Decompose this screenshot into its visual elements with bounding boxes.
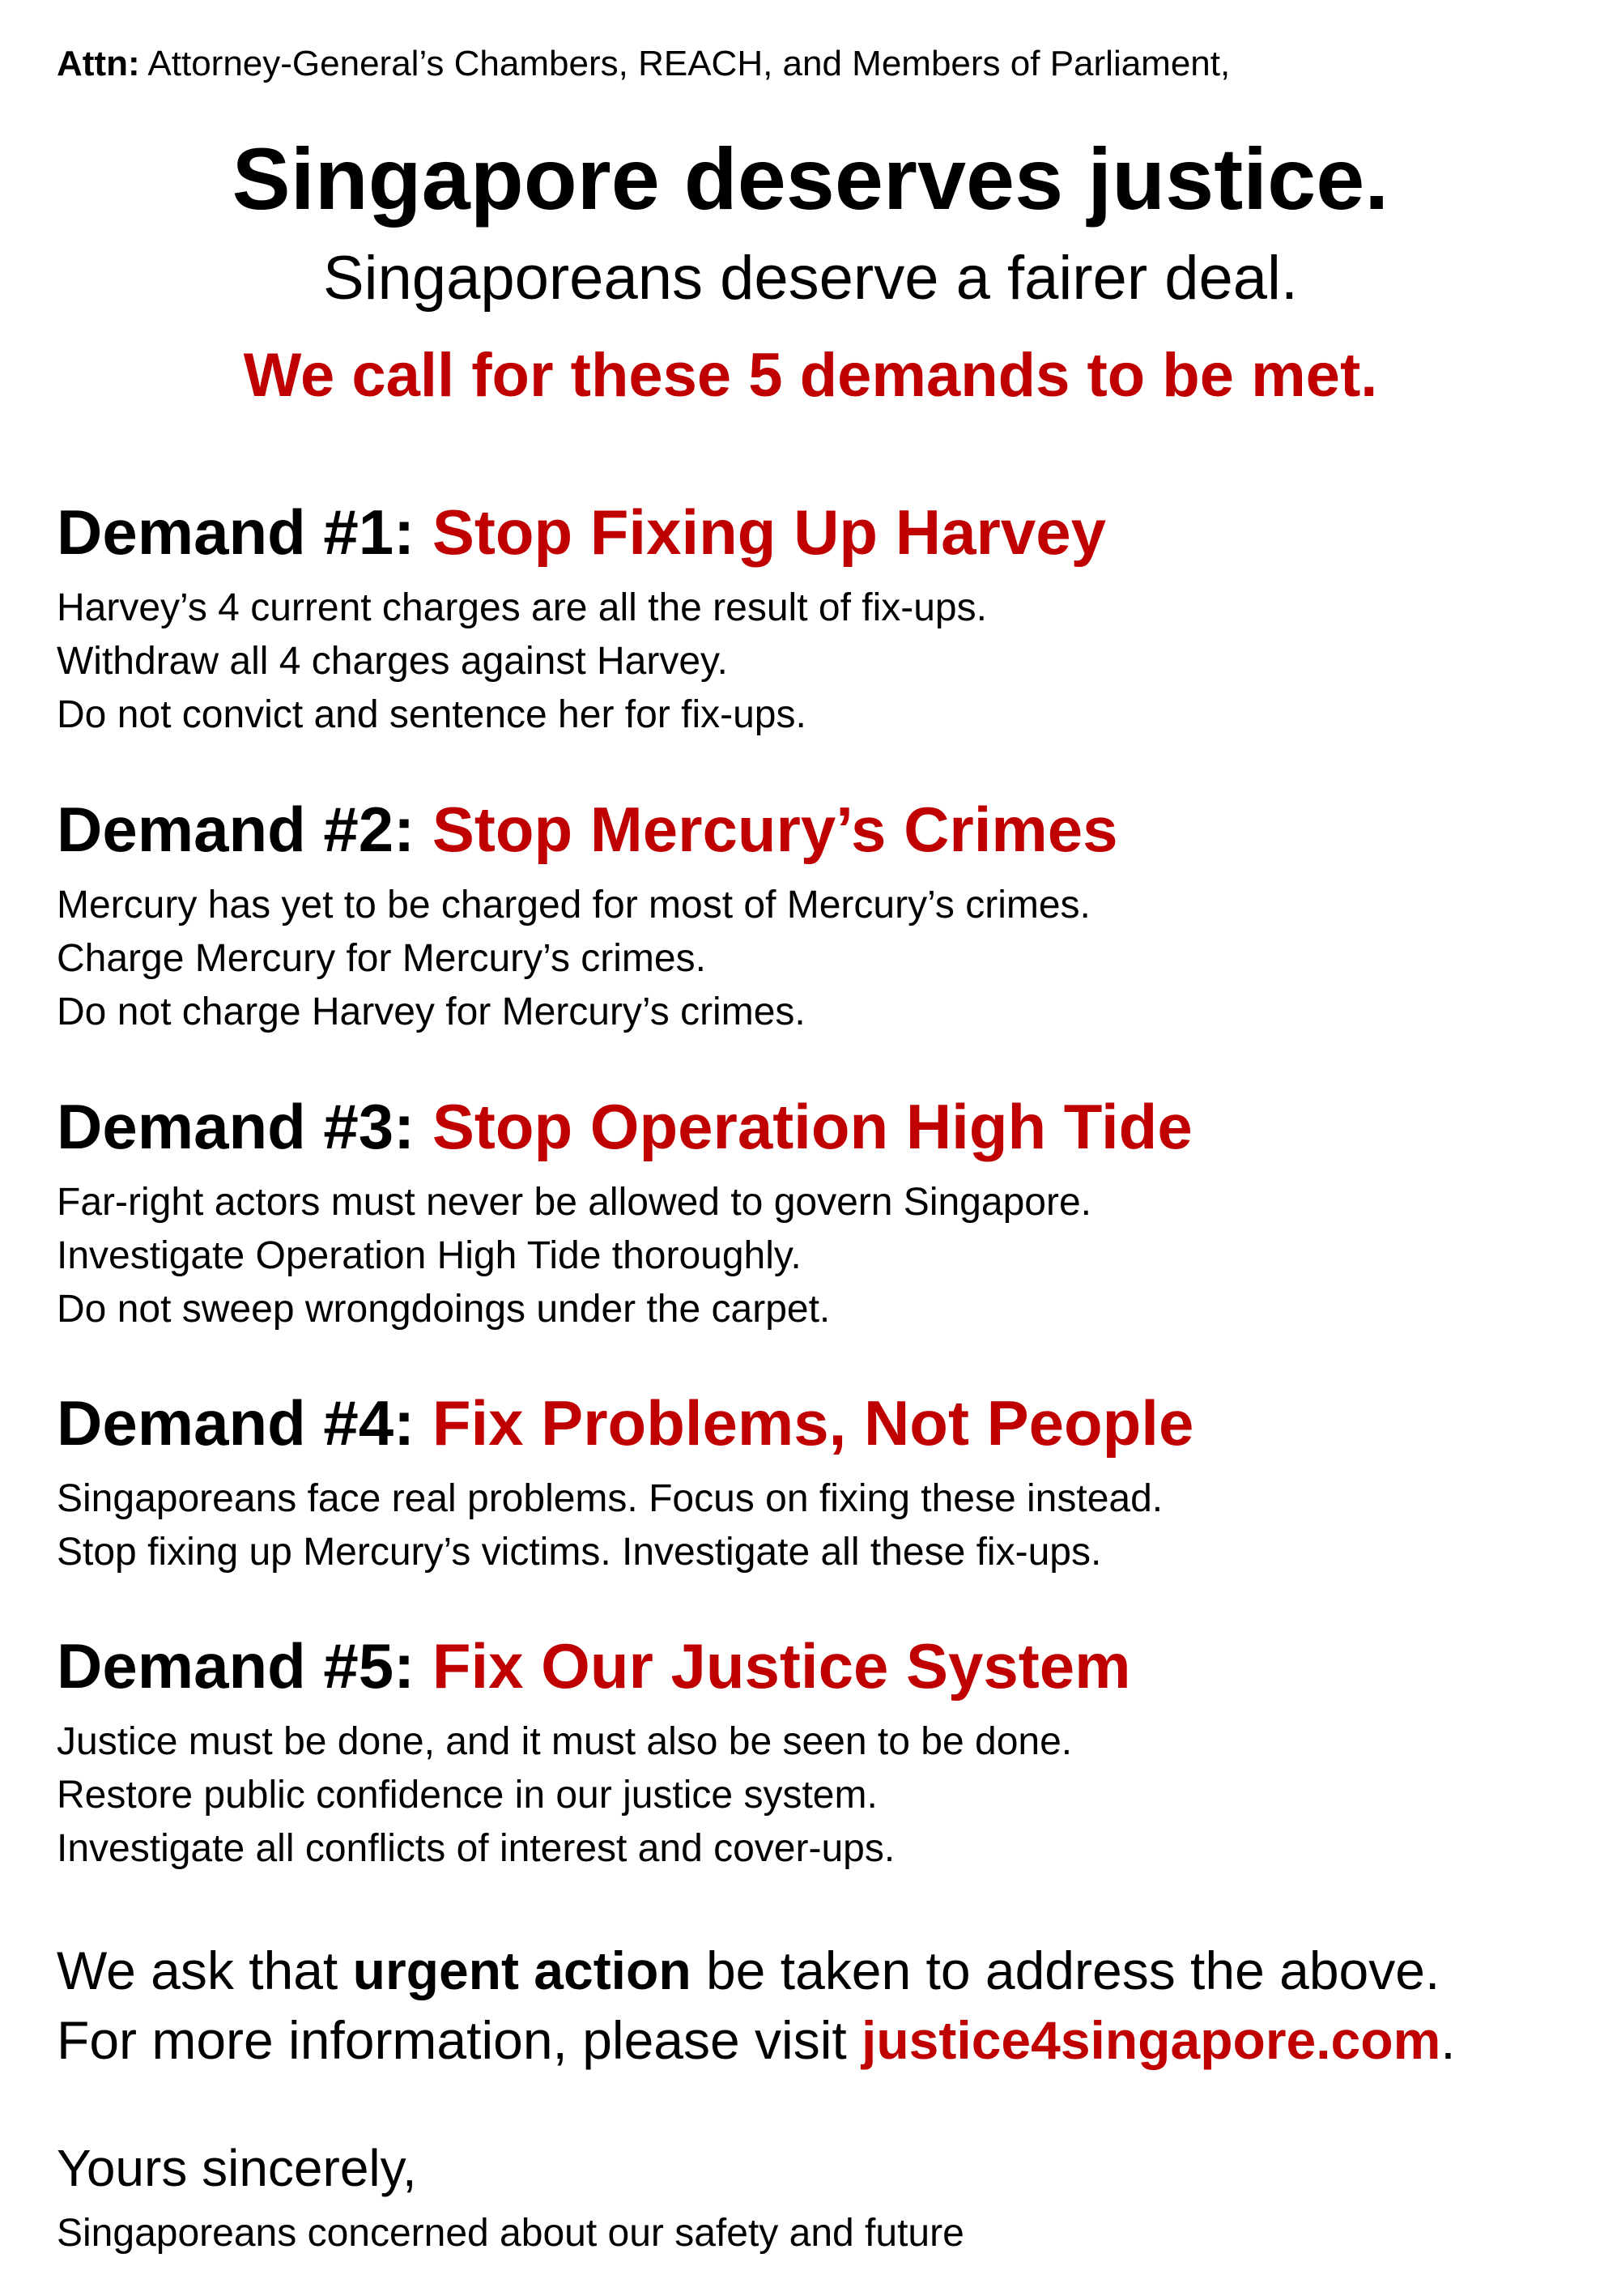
website-link[interactable]: justice4singapore.com <box>862 2010 1441 2070</box>
ask-line <box>57 1936 1456 2005</box>
demand-title <box>57 496 1106 568</box>
demand-line: Charge Mercury for Mercury’s crimes. <box>57 937 706 980</box>
demand-body <box>57 581 1106 742</box>
demand-line: Stop fixing up Mercury’s victims. Investigate all these fix-ups. <box>57 1531 1102 1574</box>
demand-body <box>57 1176 1193 1336</box>
demand-title <box>57 1630 1131 1702</box>
info-line <box>57 2005 1456 2075</box>
signature: Singaporeans concerned about our safety and future <box>57 2212 964 2255</box>
demand-line: Mercury has yet to be charged for most of Mercury’s crimes. <box>57 884 1091 926</box>
callout: We call for these 5 demands to be met. <box>243 341 1378 410</box>
demand-title <box>57 1091 1193 1162</box>
demand-prefix: Demand #4: <box>57 1387 415 1459</box>
demand-title <box>57 794 1118 865</box>
subheadline: Singaporeans deserve a fairer deal. <box>322 244 1299 313</box>
demand-heading: Fix Problems, Not People <box>432 1387 1194 1459</box>
attn-line <box>57 44 1230 84</box>
demand-heading: Stop Fixing Up Harvey <box>432 496 1106 568</box>
demand-line: Investigate Operation High Tide thoroughly. <box>57 1234 802 1277</box>
demand-5 <box>57 1630 1131 1876</box>
demand-heading: Fix Our Justice System <box>432 1630 1131 1702</box>
demand-4 <box>57 1387 1194 1579</box>
demand-body <box>57 879 1118 1039</box>
demand-title <box>57 1387 1194 1459</box>
demand-heading: Stop Operation High Tide <box>432 1091 1193 1162</box>
demand-line: Justice must be done, and it must also be seen to be done. <box>57 1720 1073 1763</box>
closing: Yours sincerely, <box>57 2139 417 2197</box>
demand-prefix: Demand #2: <box>57 794 415 865</box>
demand-body <box>57 1472 1193 1579</box>
urgent-action-text: urgent action <box>352 1940 691 2000</box>
action-request <box>57 1936 1456 2075</box>
demand-line: Harvey’s 4 current charges are all the result of fix-ups. <box>57 586 987 629</box>
demand-line: Singaporeans face real problems. Focus on fixing these instead. <box>57 1477 1164 1520</box>
attn-label: Attn: <box>57 44 140 83</box>
demand-line: Do not charge Harvey for Mercury’s crimes. <box>57 990 806 1033</box>
demand-prefix: Demand #1: <box>57 496 415 568</box>
info-pre: For more information, please visit <box>57 2010 862 2070</box>
headline: Singapore deserves justice. <box>232 130 1389 228</box>
demand-prefix: Demand #5: <box>57 1630 415 1702</box>
demand-heading: Stop Mercury’s Crimes <box>432 794 1118 865</box>
attn-recipients: Attorney-General’s Chambers, REACH, and Members of Parliament, <box>139 44 1231 83</box>
demand-2 <box>57 794 1118 1039</box>
demand-line: Do not sweep wrongdoings under the carpet. <box>57 1288 831 1331</box>
demand-line: Do not convict and sentence her for fix-ups. <box>57 693 806 736</box>
demand-line: Restore public confidence in our justice system. <box>57 1774 878 1817</box>
demand-1 <box>57 496 1106 742</box>
demand-prefix: Demand #3: <box>57 1091 415 1162</box>
demand-3 <box>57 1091 1193 1336</box>
demand-line: Withdraw all 4 charges against Harvey. <box>57 640 728 683</box>
ask-post: be taken to address the above. <box>691 1940 1440 2000</box>
demand-body <box>57 1715 1131 1876</box>
demand-line: Far-right actors must never be allowed to govern Singapore. <box>57 1181 1091 1224</box>
demand-line: Investigate all conflicts of interest and cover-ups. <box>57 1827 896 1870</box>
info-post: . <box>1440 2010 1456 2070</box>
ask-pre: We ask that <box>57 1940 353 2000</box>
